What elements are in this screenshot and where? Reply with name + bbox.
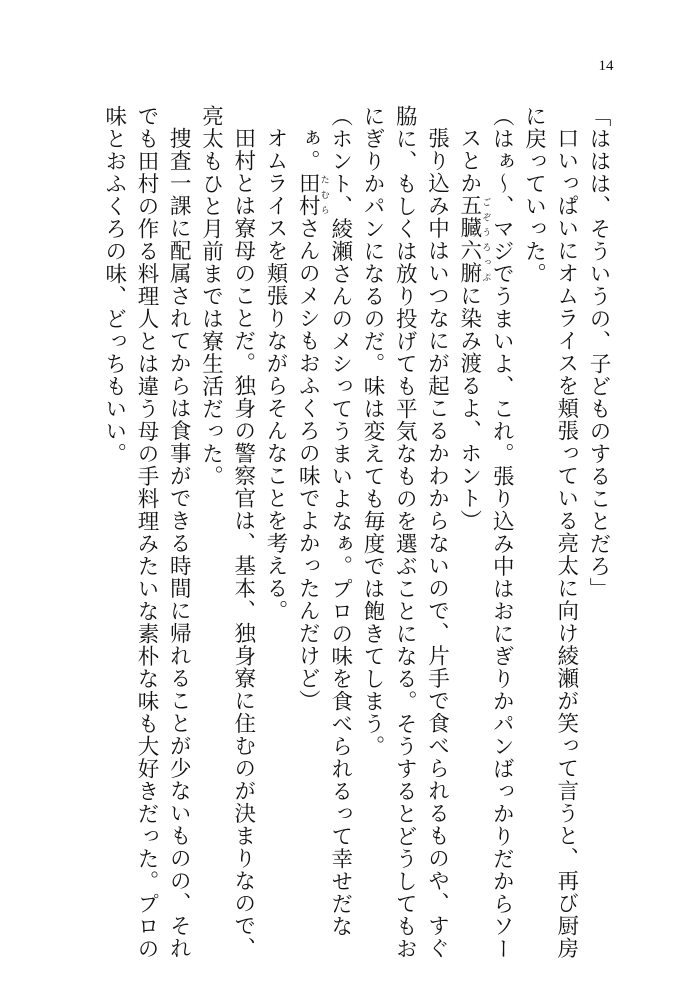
- ruby-reading: たむら: [318, 171, 329, 217]
- ruby-base: 田村: [295, 171, 321, 217]
- ruby-annotation: [295, 171, 329, 217]
- ruby-reading: ごぞうろっぷ: [480, 194, 491, 284]
- inner-thought-paragraph: [291, 105, 356, 975]
- narration-paragraph: 田村とは寮母のことだ。独身の警察官は、基本、独身寮に住むのが決まりなので、亮太もひと月前までは寮生活だった。: [198, 105, 256, 959]
- text-run: （はぁ～、マジでうまいよ、これ。張り込み中はおにぎりかパンばっかりだからソースとか: [456, 105, 515, 960]
- ruby-base: 五臓六腑: [456, 194, 482, 284]
- text-run: さんのメシもおふくろの味でよかったんだけど）: [295, 216, 321, 712]
- ruby-annotation: [456, 194, 491, 284]
- narration-paragraph: オムライスを頬張りながらそんなことを考える。: [263, 126, 288, 622]
- vertical-text-body: [98, 105, 615, 975]
- text-run: （ホント、綾瀬さんのメシってうまいよなぁ。プロの味を食べられるって幸せだなぁ。: [295, 105, 353, 938]
- page-number: 14: [598, 58, 614, 74]
- narration-paragraph: 口いっぱいにオムライスを頬張っている亮太に向け綾瀬が笑って言うと、再び厨房に戻っていった。: [521, 105, 579, 959]
- inner-thought-paragraph: [453, 105, 518, 975]
- narration-paragraph: 張り込み中はいつなにが起こるかわからないので、片手で食べられるものや、すぐ脇に、もしくは放り投げても平気なものを選ぶことになる。そうするとどうしてもおにぎりかパンになるのだ。味は変えても毎度では飽きてしまう。: [360, 105, 450, 960]
- dialogue-paragraph: 「ははは、そういうの、子どものすることだろ」: [586, 105, 611, 600]
- narration-paragraph: 捜査一課に配属されてからは食事ができる時間に帰れることが少ないものの、それでも田村の作る料理人とは違う母の手料理みたいな素朴な味も大好きだった。プロの味とおふくろの味、どっちもいい。: [101, 105, 192, 960]
- text-run: に染み渡るよ、ホント）: [456, 284, 482, 532]
